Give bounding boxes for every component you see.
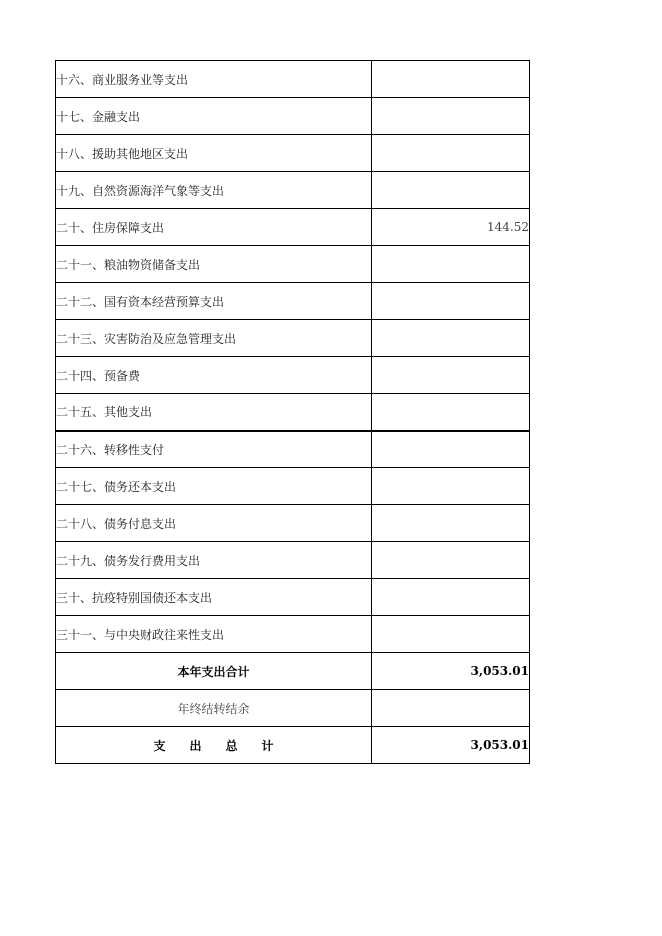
table-row [56, 172, 530, 209]
table-row [56, 468, 530, 505]
table-row [56, 98, 530, 135]
row-label: 二十四、预备费 [56, 357, 372, 394]
row-value: 144.52 [372, 209, 530, 246]
year-total-value: 3,053.01 [372, 653, 530, 690]
table-row [56, 542, 530, 579]
carryover-value [372, 690, 530, 727]
carryover-row [56, 690, 530, 727]
table-row [56, 61, 530, 98]
table-row [56, 246, 530, 283]
table-row [56, 283, 530, 320]
row-label: 三十一、与中央财政往来性支出 [56, 616, 372, 653]
table-row [56, 135, 530, 172]
table-row [56, 616, 530, 653]
carryover-label: 年终结转结余 [56, 690, 372, 727]
row-label: 二十七、债务还本支出 [56, 468, 372, 505]
year-total-label: 本年支出合计 [56, 653, 372, 690]
row-label: 二十五、其他支出 [56, 394, 372, 431]
table-row [56, 505, 530, 542]
row-value [372, 135, 530, 172]
row-value [372, 172, 530, 209]
row-label: 三十、抗疫特别国债还本支出 [56, 579, 372, 616]
table-row [56, 357, 530, 394]
row-value [372, 246, 530, 283]
row-label: 二十、住房保障支出 [56, 209, 372, 246]
row-value [372, 431, 530, 468]
year-total-row [56, 653, 530, 690]
row-value [372, 357, 530, 394]
row-label: 二十一、粮油物资储备支出 [56, 246, 372, 283]
grand-total-value: 3,053.01 [372, 727, 530, 764]
row-value [372, 394, 530, 431]
row-value [372, 320, 530, 357]
table-row [56, 394, 530, 431]
row-value [372, 98, 530, 135]
table-row [56, 320, 530, 357]
row-value [372, 579, 530, 616]
row-value [372, 61, 530, 98]
row-label: 二十二、国有资本经营预算支出 [56, 283, 372, 320]
row-label: 十八、援助其他地区支出 [56, 135, 372, 172]
row-value [372, 468, 530, 505]
grand-total-label: 支 出 总 计 [56, 727, 372, 764]
row-label: 二十六、转移性支付 [56, 431, 372, 468]
row-label: 十七、金融支出 [56, 98, 372, 135]
row-label: 二十三、灾害防治及应急管理支出 [56, 320, 372, 357]
row-value [372, 616, 530, 653]
row-value [372, 542, 530, 579]
row-label: 二十八、债务付息支出 [56, 505, 372, 542]
row-label: 二十九、债务发行费用支出 [56, 542, 372, 579]
row-label: 十九、自然资源海洋气象等支出 [56, 172, 372, 209]
table-row [56, 431, 530, 468]
row-label: 十六、商业服务业等支出 [56, 61, 372, 98]
row-value [372, 283, 530, 320]
expenditure-table [55, 60, 530, 764]
table-row [56, 209, 530, 246]
table-row [56, 579, 530, 616]
grand-total-row [56, 727, 530, 764]
row-value [372, 505, 530, 542]
